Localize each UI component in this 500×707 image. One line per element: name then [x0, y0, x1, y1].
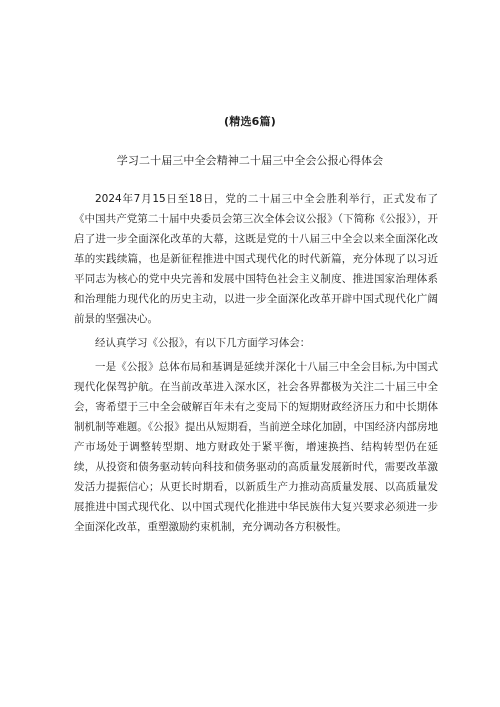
paragraph-intro: 2024年7月15日至18日，党的二十届三中全会胜利举行，正式发布了《中国共产党第二十届中央委员会第三次全体会议公报》（下简称《公报》），开启了进一步全面深化改革的大幕，这既是党的十八届三中全会以来全面深化改革的实践续篇，也是新征程推进中国式现代化的时代新篇，充分体现了以习近平同志为核心的党中央完善和发展中国特色社会主义制度、推进国家治理体系和治理能力现代化的历史主动，以进一步全面深化改革开辟中国式现代化广阔前景的坚强决心。: [74, 193, 438, 325]
paragraph-transition: 经认真学习《公报》，有以下几方面学习体会：: [95, 337, 311, 349]
paragraph-point-one: 一是《公报》总体布局和基调是延续并深化十八届三中全会目标,为中国式现代化保驾护航。在当前改革进入深水区，社会各界都极为关注二十届三中全会，寄希望于三中全会破解百年未有之变局下的短期财政经济压力和中长期体制机制等难题。《公报》提出从短期看，当前逆全球化加剧，中国经济内部房地产市场处于调整转型期、地方财政处于紧平衡，增速换挡、结构转型仍在延续，从投资和债务驱动转向科技和债务驱动的高质量发展新时代，需要改革激发活力提振信心；从更长时期看，以新质生产力推动高质量发展、以高质量发展推进中国式现代化、以中国式现代化推进中华民族伟大复兴要求必须进一步全面深化改革，重塑激励约束机制，充分调动各方积极性。: [74, 361, 438, 533]
collection-label: (精选6篇): [224, 115, 276, 128]
document-title: 学习二十届三中全会精神二十届三中全会公报心得体会: [116, 154, 384, 167]
document-body: [74, 189, 438, 537]
